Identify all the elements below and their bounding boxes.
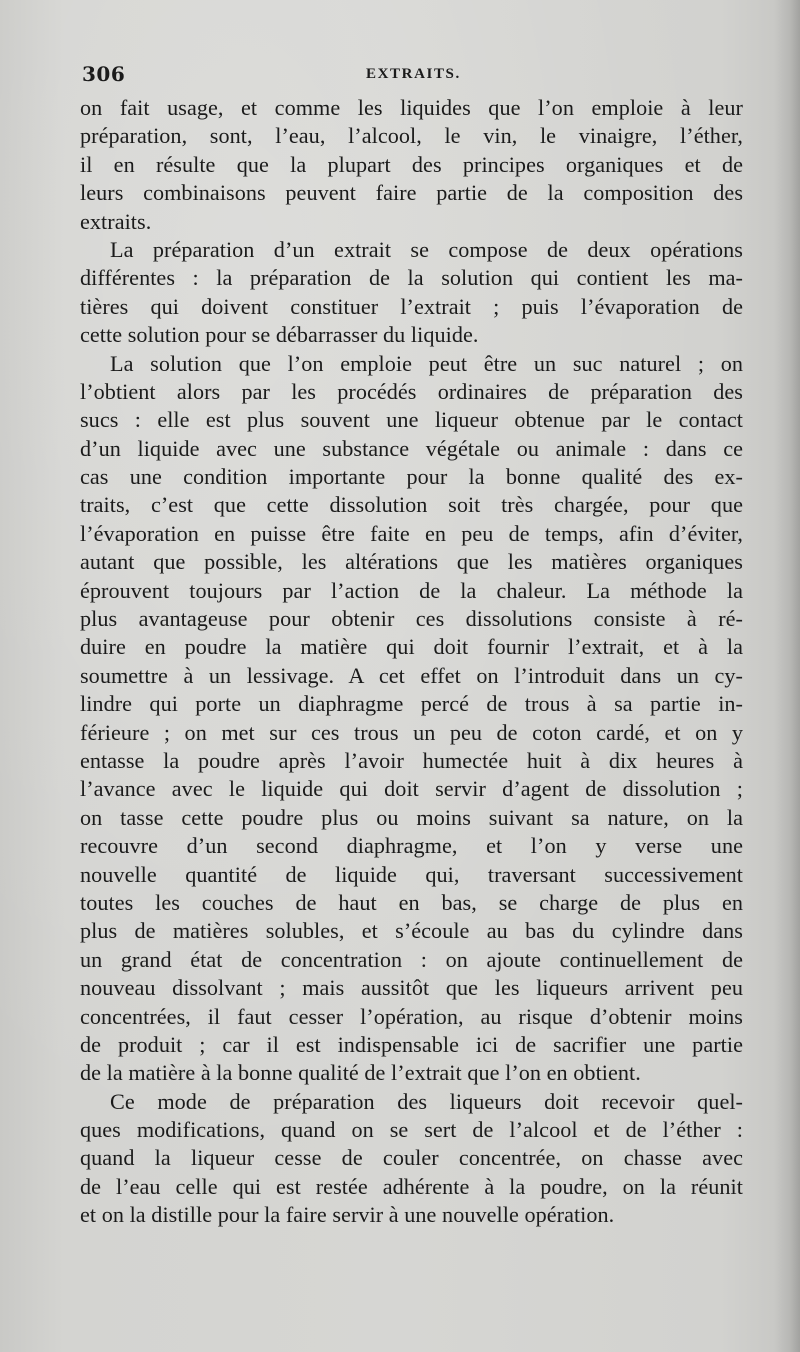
text-line — [80, 861, 743, 889]
text-line — [80, 435, 743, 463]
text-line-content: ques modifications, quand on se sert de l’alcool et de l’éther : — [80, 1117, 743, 1143]
text-line-content: plus de matières solubles, et s’écoule au bas du cylindre dans — [80, 918, 743, 944]
text-line-content: duire en poudre la matière qui doit fournir l’extrait, et à la — [80, 634, 743, 660]
text-line — [80, 1201, 743, 1229]
text-line — [80, 775, 743, 803]
text-line — [80, 974, 743, 1002]
text-line — [80, 236, 743, 264]
text-line — [80, 633, 743, 661]
text-line-content: tières qui doivent constituer l’extrait ; puis l’évaporation de — [80, 293, 743, 319]
text-line-content: de produit ; car il est indispensable ici de sacrifier une partie — [80, 1031, 743, 1057]
text-line — [80, 463, 743, 491]
text-line — [80, 520, 743, 548]
text-line-content: traits, c’est que cette dissolution soit très chargée, pour que — [80, 492, 743, 518]
text-line-content: lindre qui porte un diaphragme percé de trous à sa partie in- — [80, 691, 743, 717]
text-line — [80, 577, 743, 605]
text-line — [80, 690, 743, 718]
text-line-content: cette solution pour se débarrasser du liquide. — [80, 322, 479, 348]
text-line-content: éprouvent toujours par l’action de la chaleur. La méthode la — [80, 577, 743, 603]
text-line-content: nouveau dissolvant ; mais aussitôt que les liqueurs arrivent peu — [80, 975, 743, 1001]
text-line — [80, 1003, 743, 1031]
text-line — [80, 548, 743, 576]
text-line-content: l’obtient alors par les procédés ordinaires de préparation des — [80, 378, 743, 404]
text-line-content: plus avantageuse pour obtenir ces dissolutions consiste à ré- — [80, 606, 743, 632]
text-line-content: concentrées, il faut cesser l’opération, au risque d’obtenir moins — [80, 1003, 743, 1029]
text-line — [80, 1173, 743, 1201]
text-line — [80, 1088, 743, 1116]
text-line-content: différentes : la préparation de la solution qui contient les ma- — [80, 265, 743, 291]
text-line — [80, 1031, 743, 1059]
text-line-content: il en résulte que la plupart des principes organiques et de — [80, 151, 743, 177]
text-line-content: entasse la poudre après l’avoir humectée huit à dix heures à — [80, 747, 743, 773]
text-line — [80, 605, 743, 633]
text-line — [80, 946, 743, 974]
text-line-content: d’un liquide avec une substance végétale ou animale : dans ce — [80, 435, 743, 461]
running-title: EXTRAITS. — [366, 66, 461, 82]
text-line — [80, 719, 743, 747]
page-edge-shadow — [774, 0, 800, 1352]
text-line — [80, 1144, 743, 1172]
running-head — [82, 62, 742, 86]
text-line-content: extraits. — [80, 208, 152, 234]
text-line-content: de l’eau celle qui est restée adhérente à la poudre, on la réunit — [80, 1173, 743, 1199]
text-line-content: nouvelle quantité de liquide qui, traversant successivement — [80, 861, 743, 887]
text-line-content: soumettre à un lessivage. A cet effet on l’introduit dans un cy- — [80, 662, 743, 688]
text-line — [80, 264, 743, 292]
page-number: 306 — [82, 62, 126, 86]
text-line — [80, 804, 743, 832]
text-line — [80, 151, 743, 179]
text-line-content: cas une condition importante pour la bonne qualité des ex- — [80, 464, 743, 490]
text-line — [80, 378, 743, 406]
text-line-content: sucs : elle est plus souvent une liqueur obtenue par le contact — [80, 407, 743, 433]
text-line — [80, 1116, 743, 1144]
text-line — [80, 350, 743, 378]
text-line — [80, 491, 743, 519]
text-line-content: leurs combinaisons peuvent faire partie de la composition des — [80, 180, 743, 206]
text-line-content: l’avance avec le liquide qui doit servir d’agent de dissolution ; — [80, 776, 743, 802]
text-line-content: et on la distille pour la faire servir à une nouvelle opération. — [80, 1202, 615, 1228]
text-line — [80, 832, 743, 860]
text-line-content: autant que possible, les altérations que les matières organiques — [80, 549, 743, 575]
text-line-content: on fait usage, et comme les liquides que l’on emploie à leur — [80, 95, 743, 120]
text-line — [80, 179, 743, 207]
text-line-content: La solution que l’on emploie peut être un suc naturel ; on — [110, 350, 743, 376]
text-line — [80, 208, 743, 236]
text-line — [80, 94, 743, 122]
text-line-content: on tasse cette poudre plus ou moins suivant sa nature, on la — [80, 804, 743, 830]
text-line — [80, 293, 743, 321]
text-line — [80, 406, 743, 434]
text-line-content: La préparation d’un extrait se compose de deux opérations — [110, 236, 743, 262]
text-line — [80, 747, 743, 775]
text-line-content: quand la liqueur cesse de couler concentrée, on chasse avec — [80, 1145, 743, 1171]
body-text — [80, 94, 743, 1230]
text-line-content: de la matière à la bonne qualité de l’extrait que l’on en obtient. — [80, 1060, 641, 1086]
text-line — [80, 917, 743, 945]
text-line-content: l’évaporation en puisse être faite en peu de temps, afin d’éviter, — [80, 520, 743, 546]
text-line-content: recouvre d’un second diaphragme, et l’on y verse une — [80, 833, 743, 859]
text-line — [80, 662, 743, 690]
text-line — [80, 321, 743, 349]
text-line-content: férieure ; on met sur ces trous un peu de coton cardé, et on y — [80, 719, 743, 745]
text-line-content: un grand état de concentration : on ajoute continuellement de — [80, 946, 743, 972]
text-line — [80, 122, 743, 150]
text-line-content: préparation, sont, l’eau, l’alcool, le vin, le vinaigre, l’éther, — [80, 123, 743, 149]
text-line — [80, 1059, 743, 1087]
text-line-content: toutes les couches de haut en bas, se charge de plus en — [80, 889, 743, 915]
text-line — [80, 889, 743, 917]
text-line-content: Ce mode de préparation des liqueurs doit recevoir quel- — [110, 1088, 743, 1114]
